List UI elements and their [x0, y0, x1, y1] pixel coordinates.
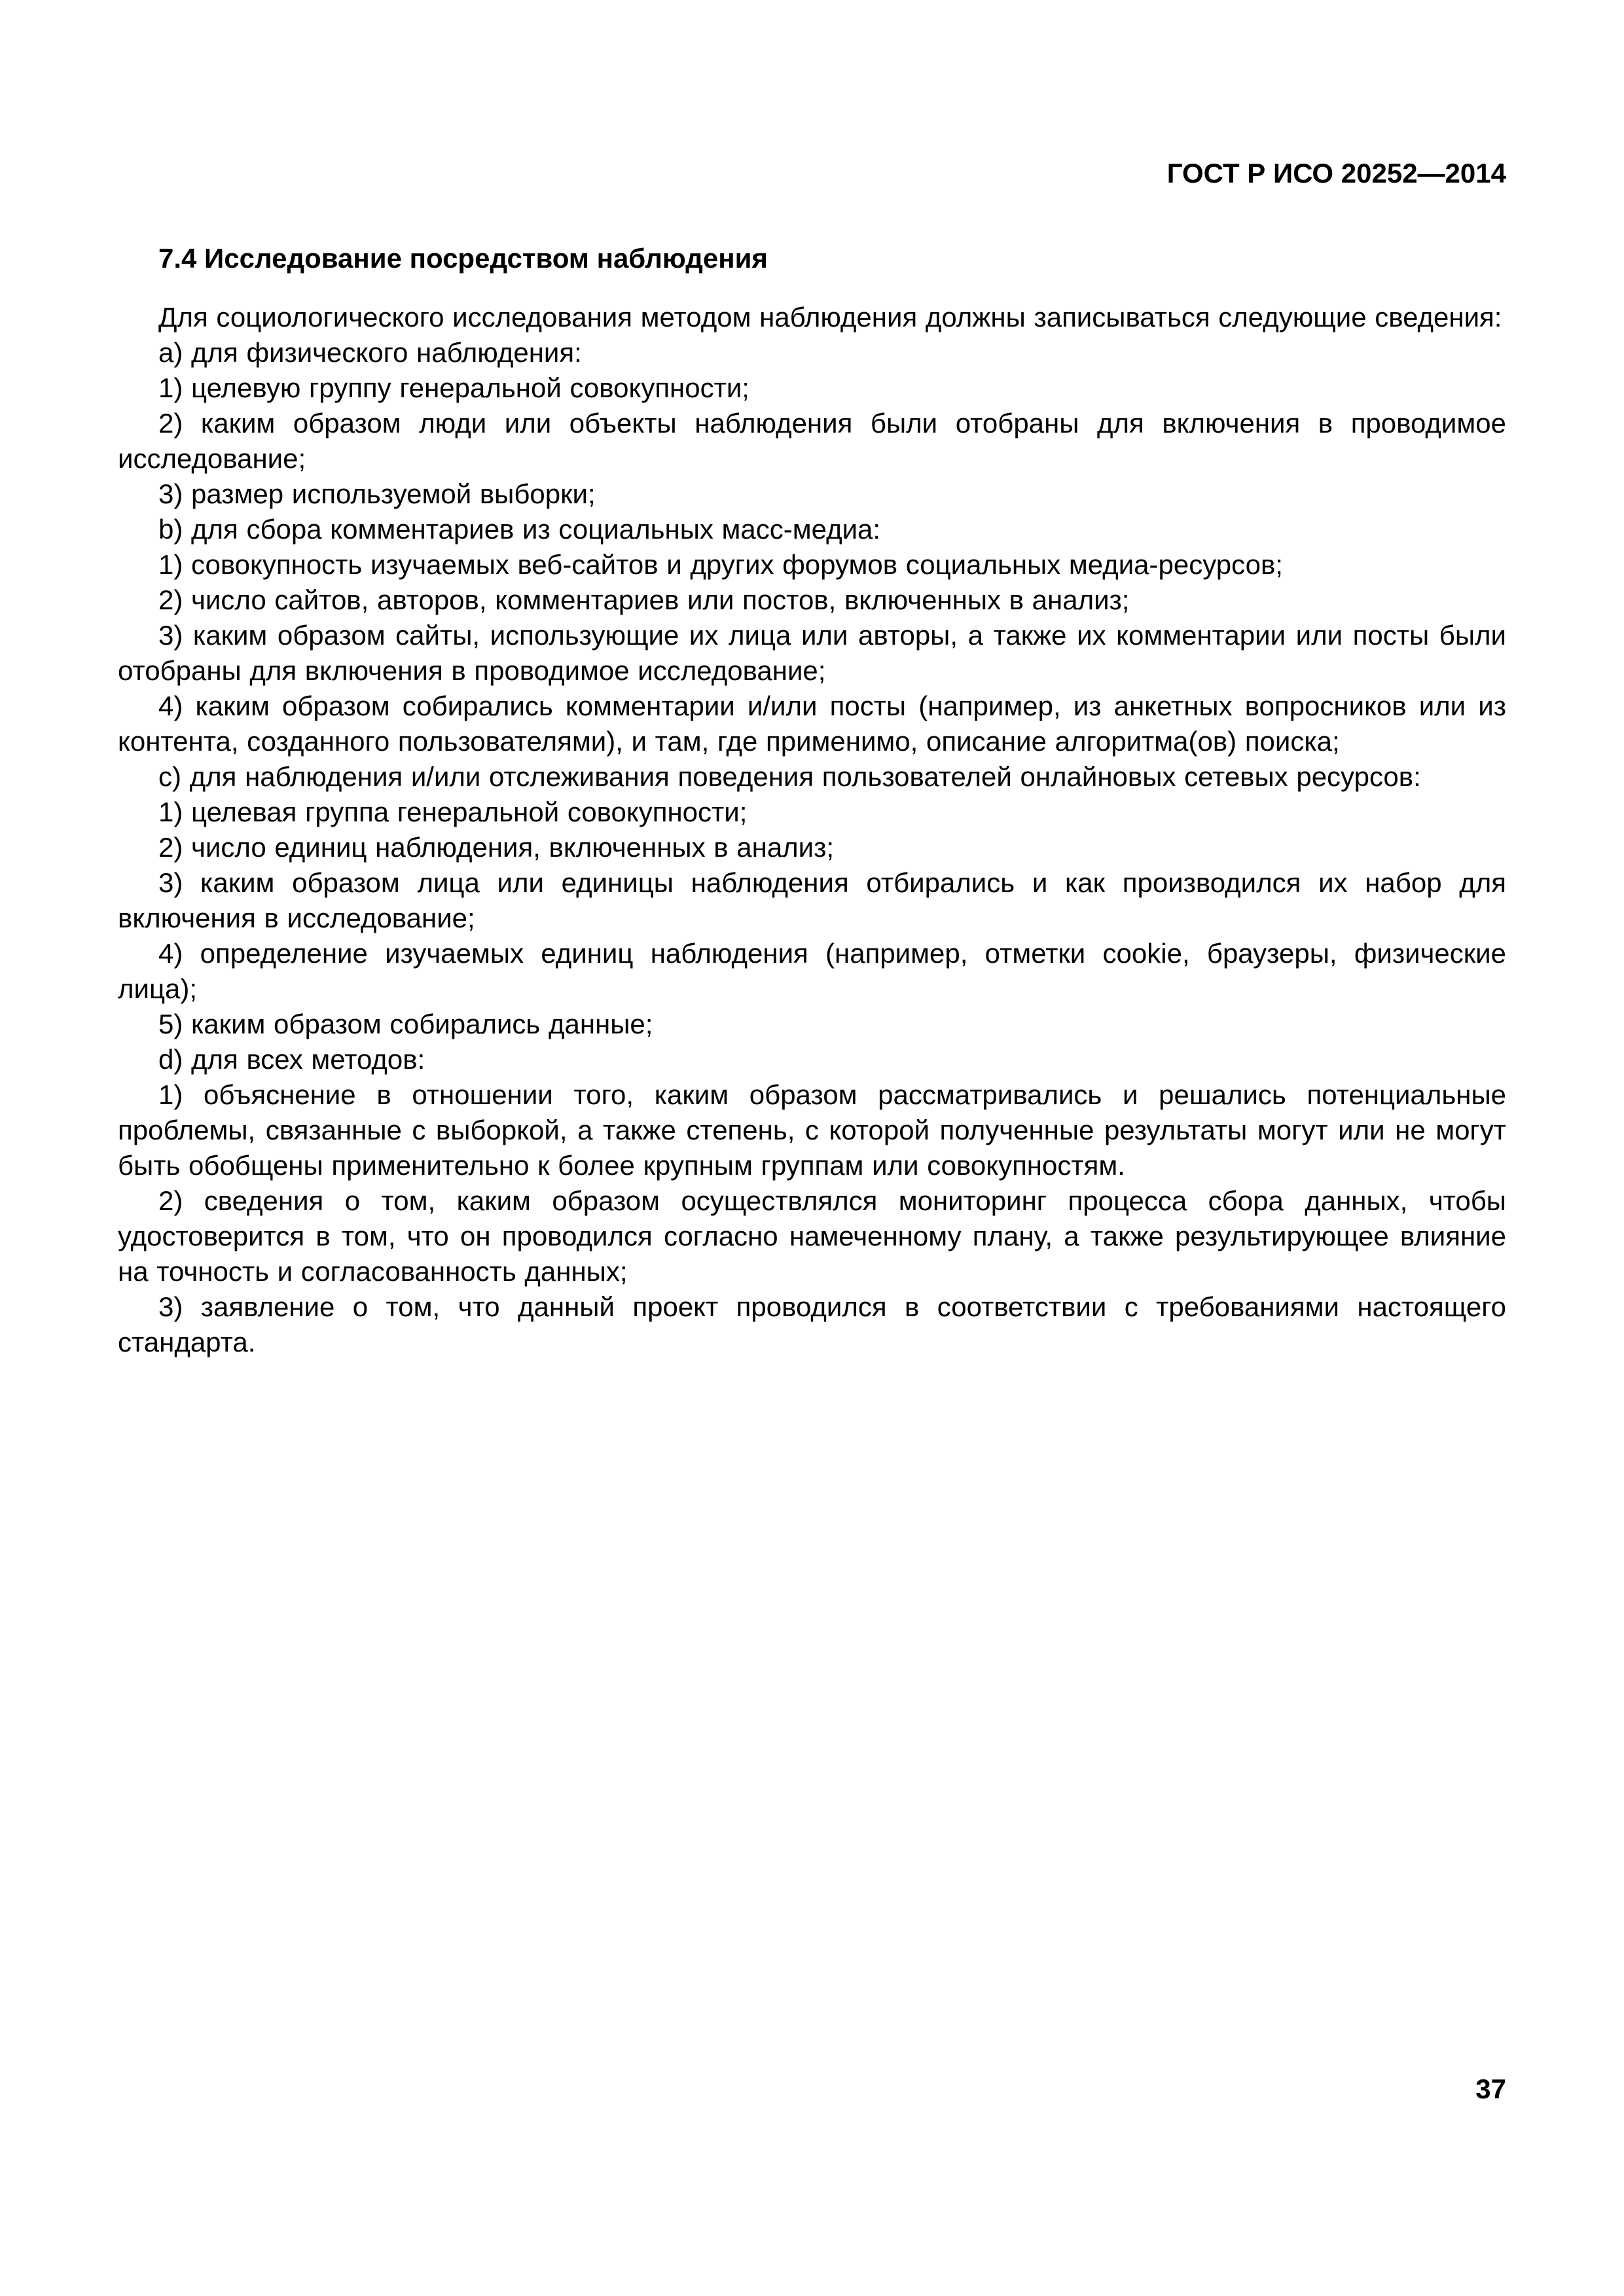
- list-item-c4: 4) определение изучаемых единиц наблюдения (например, отметки cookie, браузеры, физические лица);: [118, 938, 1506, 1004]
- section-heading: 7.4 Исследование посредством наблюдения: [158, 243, 768, 274]
- list-item-b: b) для сбора комментариев из социальных масс-медиа:: [158, 514, 881, 545]
- list-item-b3: 3) каким образом сайты, использующие их лица или авторы, а также их комментарии или посты были отобраны для включения в проводимое исследование;: [118, 620, 1506, 686]
- list-item-a3: 3) размер используемой выборки;: [158, 478, 596, 509]
- document-code-header: ГОСТ Р ИСО 20252—2014: [1166, 158, 1506, 188]
- list-item-b4: 4) каким образом собирались комментарии и/или посты (например, из анкетных вопросников или из контента, созданного пользователями), и там, где применимо, описание алгоритма(ов) поиска;: [118, 691, 1506, 757]
- list-item-c5: 5) каким образом собирались данные;: [158, 1009, 653, 1039]
- list-item-c3: 3) каким образом лица или единицы наблюдения отбирались и как производился их набор для включения в исследование;: [118, 867, 1506, 933]
- list-item-d2: 2) сведения о том, каким образом осуществлялся мониторинг процесса сбора данных, чтобы удостоверится в том, что он проводился согласно намеченному плану, а также результирующее влияние на точность и согласованность данных;: [118, 1185, 1506, 1287]
- document-body: [118, 241, 1506, 1360]
- list-item-d1: 1) объяснение в отношении того, каким образом рассматривались и решались потенциальные проблемы, связанные с выборкой, а также степень, с которой полученные результаты могут или не могут быть обобщены применительно к более крупным группам или совокупностям.: [118, 1079, 1506, 1181]
- paragraph-intro: Для социологического исследования методом наблюдения должны записываться следующие сведения:: [158, 302, 1502, 332]
- list-item-a1: 1) целевую группу генеральной совокупности;: [158, 372, 749, 403]
- list-item-b2: 2) число сайтов, авторов, комментариев или постов, включенных в анализ;: [158, 584, 1130, 615]
- list-item-a: a) для физического наблюдения:: [158, 337, 582, 368]
- page-number: 37: [1475, 2073, 1506, 2104]
- list-item-c2: 2) число единиц наблюдения, включенных в анализ;: [158, 832, 835, 863]
- list-item-c: c) для наблюдения и/или отслеживания поведения пользователей онлайновых сетевых ресурсов:: [158, 761, 1421, 792]
- list-item-a2: 2) каким образом люди или объекты наблюдения были отобраны для включения в проводимое исследование;: [118, 408, 1506, 474]
- list-item-d: d) для всех методов:: [158, 1044, 425, 1075]
- list-item-c1: 1) целевая группа генеральной совокупности;: [158, 797, 748, 827]
- list-item-d3: 3) заявление о том, что данный проект проводился в соответствии с требованиями настоящего стандарта.: [118, 1291, 1506, 1357]
- list-item-b1: 1) совокупность изучаемых веб-сайтов и других форумов социальных медиа-ресурсов;: [158, 549, 1283, 580]
